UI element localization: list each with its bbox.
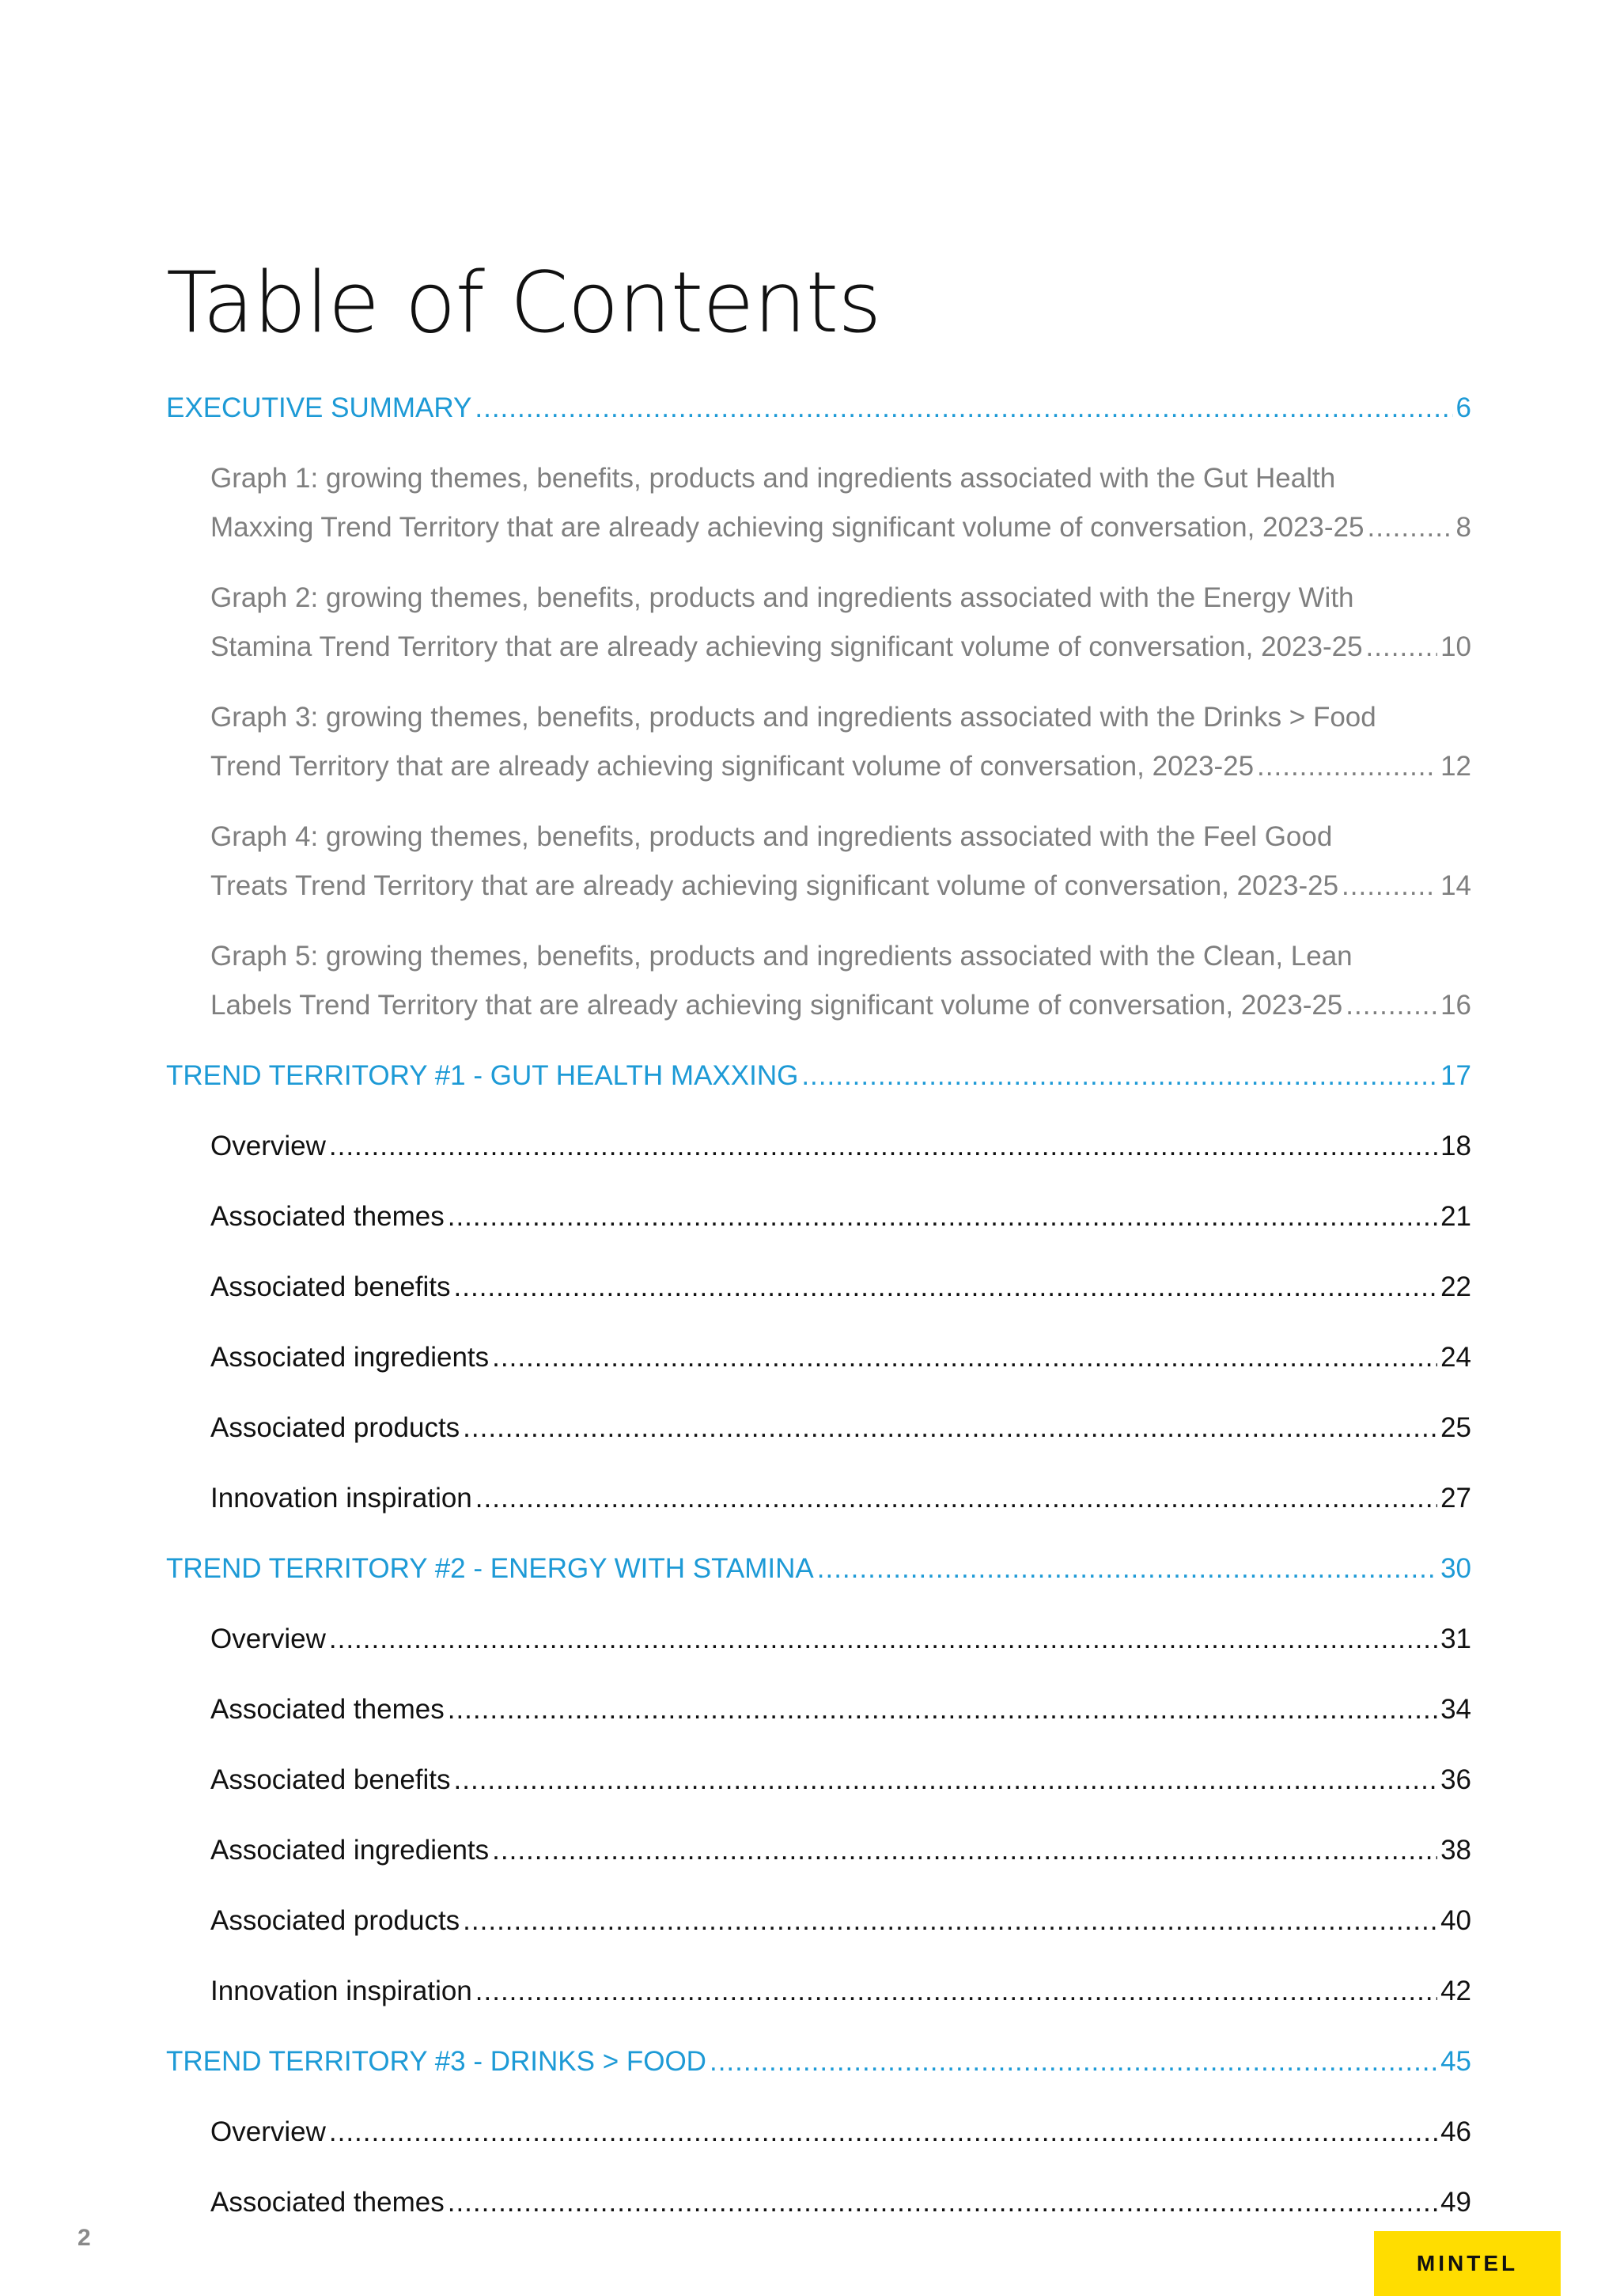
dot-leader <box>1346 981 1437 1030</box>
toc-entry-page: 25 <box>1440 1412 1471 1443</box>
toc-entry-page: 45 <box>1440 2046 1471 2077</box>
toc-graph-3-line1[interactable]: Graph 3: growing themes, benefits, products and ingredients associated with the Drinks > Food <box>210 702 1376 733</box>
dot-leader <box>492 1826 1437 1875</box>
dot-leader <box>817 1544 1437 1593</box>
toc-entry-trend-territory-3[interactable] <box>166 2037 1471 2086</box>
toc-entry-label: Overview <box>210 2116 326 2147</box>
page-title: Table of Contents <box>166 254 881 351</box>
toc-entry-label: Associated benefits <box>210 1764 451 1795</box>
dot-leader <box>454 1263 1438 1312</box>
toc-entry-page: 42 <box>1440 1976 1471 2006</box>
mintel-logo <box>1374 2231 1561 2296</box>
toc-entry-graph-2[interactable] <box>210 623 1471 672</box>
toc-entry-label: TREND TERRITORY #2 - ENERGY WITH STAMINA <box>166 1553 814 1584</box>
dot-leader <box>463 1896 1437 1946</box>
toc-entry-associated-ingredients[interactable] <box>210 1333 1471 1382</box>
toc-entry-label: Associated ingredients <box>210 1342 490 1373</box>
toc-entry-page: 34 <box>1440 1694 1471 1725</box>
toc-entry-page: 17 <box>1440 1060 1471 1091</box>
toc-entry-label: Innovation inspiration <box>210 1483 472 1514</box>
toc-entry-associated-themes[interactable] <box>210 1192 1471 1241</box>
toc-entry-label: Maxxing Trend Territory that are already achieving significant volume of conversation, 2023-25 <box>210 512 1365 543</box>
dot-leader <box>329 1615 1437 1664</box>
toc-entry-label: Labels Trend Territory that are already achieving significant volume of conversation, 2023-25 <box>210 990 1343 1021</box>
dot-leader <box>1367 503 1452 552</box>
dot-leader <box>1342 862 1437 911</box>
toc-entry-page: 31 <box>1440 1623 1471 1654</box>
logo-text: MINTEL <box>1416 2251 1519 2275</box>
dot-leader <box>448 1685 1437 1734</box>
toc-entry-label: Associated products <box>210 1412 460 1443</box>
toc-entry-page: 8 <box>1455 512 1471 543</box>
toc-entry-label: Associated themes <box>210 1694 445 1725</box>
toc-entry-label: Overview <box>210 1623 326 1654</box>
dot-leader <box>475 1967 1437 2016</box>
toc-graph-5-line1[interactable]: Graph 5: growing themes, benefits, products and ingredients associated with the Clean, Lean <box>210 941 1353 972</box>
toc-entry-associated-themes[interactable] <box>210 1685 1471 1734</box>
dot-leader <box>1366 623 1438 672</box>
toc-graph-2-line1[interactable]: Graph 2: growing themes, benefits, products and ingredients associated with the Energy With <box>210 582 1354 613</box>
toc-entry-page: 46 <box>1440 2116 1471 2147</box>
toc-entry-label: TREND TERRITORY #3 - DRINKS > FOOD <box>166 2046 706 2077</box>
dot-leader <box>448 2178 1437 2227</box>
toc-entry-associated-ingredients[interactable] <box>210 1826 1471 1875</box>
toc-entry-trend-territory-2[interactable] <box>166 1544 1471 1593</box>
toc-entry-page: 6 <box>1455 392 1471 423</box>
toc-entry-page: 38 <box>1440 1835 1471 1866</box>
toc-entry-overview[interactable] <box>210 1615 1471 1664</box>
dot-leader <box>475 1474 1437 1523</box>
toc-entry-page: 10 <box>1440 631 1471 662</box>
toc-entry-page: 49 <box>1440 2187 1471 2218</box>
dot-leader <box>475 384 1452 433</box>
toc-entry-overview[interactable] <box>210 1122 1471 1171</box>
toc-graph-4-line1[interactable]: Graph 4: growing themes, benefits, products and ingredients associated with the Feel Good <box>210 821 1333 852</box>
toc-entry-label: Trend Territory that are already achieving significant volume of conversation, 2023-25 <box>210 751 1255 782</box>
toc-entry-graph-3[interactable] <box>210 742 1471 791</box>
toc-entry-label: EXECUTIVE SUMMARY <box>166 392 472 423</box>
toc-entry-label: Innovation inspiration <box>210 1976 472 2006</box>
toc-entry-label: Treats Trend Territory that are already achieving significant volume of conversation, 2023-25 <box>210 870 1339 901</box>
toc-entry-innovation-inspiration[interactable] <box>210 1474 1471 1523</box>
toc-entry-associated-themes[interactable] <box>210 2178 1471 2227</box>
toc-entry-label: Associated themes <box>210 1201 445 1232</box>
dot-leader <box>463 1404 1437 1453</box>
toc-entry-page: 12 <box>1440 751 1471 782</box>
toc-entry-page: 16 <box>1440 990 1471 1021</box>
toc-entry-graph-4[interactable] <box>210 862 1471 911</box>
toc-entry-page: 36 <box>1440 1764 1471 1795</box>
toc-entry-label: TREND TERRITORY #1 - GUT HEALTH MAXXING <box>166 1060 799 1091</box>
toc-entry-label: Associated benefits <box>210 1271 451 1302</box>
dot-leader <box>448 1192 1437 1241</box>
toc-entry-associated-benefits[interactable] <box>210 1756 1471 1805</box>
toc-entry-page: 21 <box>1440 1201 1471 1232</box>
toc-entry-page: 24 <box>1440 1342 1471 1373</box>
toc-entry-page: 40 <box>1440 1905 1471 1936</box>
toc-entry-page: 22 <box>1440 1271 1471 1302</box>
toc-entry-graph-1[interactable] <box>210 503 1471 552</box>
toc-entry-page: 27 <box>1440 1483 1471 1514</box>
toc-entry-label: Stamina Trend Territory that are already achieving significant volume of conversation, 2023-25 <box>210 631 1363 662</box>
toc-entry-graph-5[interactable] <box>210 981 1471 1030</box>
toc-entry-label: Overview <box>210 1131 326 1161</box>
toc-entry-overview[interactable] <box>210 2108 1471 2157</box>
toc-graph-1-line1[interactable]: Graph 1: growing themes, benefits, products and ingredients associated with the Gut Health <box>210 463 1336 494</box>
toc-entry-innovation-inspiration[interactable] <box>210 1967 1471 2016</box>
toc-entry-page: 14 <box>1440 870 1471 901</box>
toc-entry-executive-summary[interactable] <box>166 384 1471 433</box>
toc-entry-page: 18 <box>1440 1131 1471 1161</box>
dot-leader <box>329 1122 1437 1171</box>
toc-entry-page: 30 <box>1440 1553 1471 1584</box>
toc-entry-associated-benefits[interactable] <box>210 1263 1471 1312</box>
toc-entry-label: Associated ingredients <box>210 1835 490 1866</box>
dot-leader <box>1257 742 1437 791</box>
toc-entry-trend-territory-1[interactable] <box>166 1051 1471 1101</box>
dot-leader <box>329 2108 1437 2157</box>
toc-entry-label: Associated products <box>210 1905 460 1936</box>
dot-leader <box>454 1756 1438 1805</box>
toc-entry-associated-products[interactable] <box>210 1404 1471 1453</box>
dot-leader <box>492 1333 1437 1382</box>
dot-leader <box>801 1051 1437 1101</box>
dot-leader <box>710 2037 1437 2086</box>
toc-entry-label: Associated themes <box>210 2187 445 2218</box>
page-number: 2 <box>78 2225 91 2251</box>
toc-entry-associated-products[interactable] <box>210 1896 1471 1946</box>
